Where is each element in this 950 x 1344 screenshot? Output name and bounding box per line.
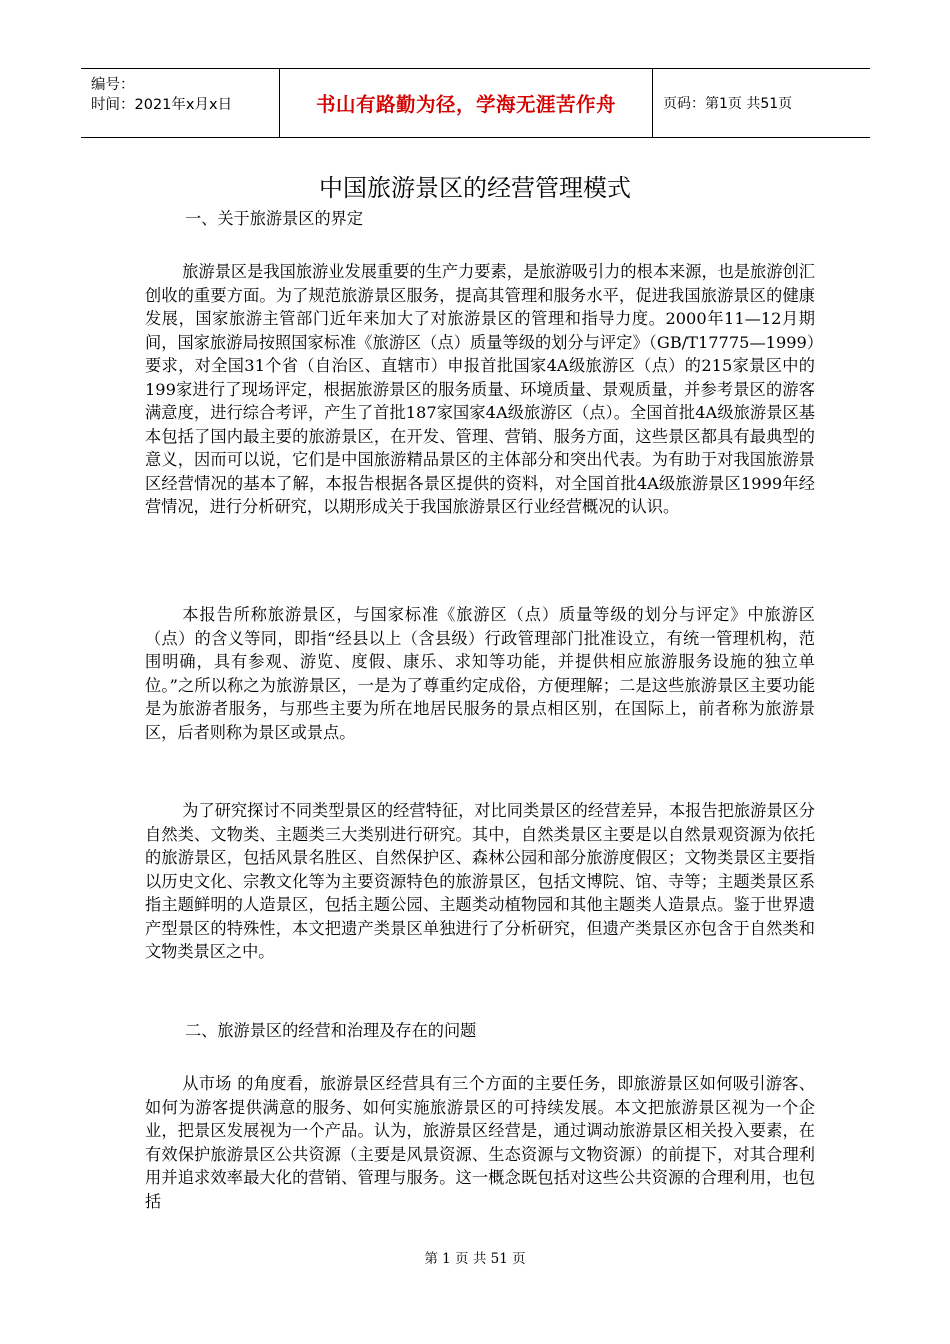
header-table [81,68,870,138]
document-time-label: 时间：2021年x月x日 [91,97,233,113]
paragraph-3: 为了研究探讨不同类型景区的经营特征，对比同类景区的经营差异，本报告把旅游景区分自然类、文物类、主题类三大类别进行研究。其中，自然类景区主要是以自然景观资源为依托的旅游景区，包括风景名胜区、自然保护区、森林公园和部分旅游度假区；文物类景区主要指以历史文化、宗教文化等为主要资源特色的旅游景区，包括文博院、馆、寺等；主题类景区系指主题鲜明的人造景区，包括主题公园、主题类动植物园和其他主题类人造景点。鉴于世界遗产型景区的特殊性，本文把遗产类景区单独进行了分析研究，但遗产类景区亦包含于自然类和文物类景区之中。 [145,801,815,961]
page-footer: 第 1 页 共 51 页 [424,1251,526,1267]
paragraph-4: 从市场 的角度看，旅游景区经营具有三个方面的主要任务，即旅游景区如何吸引游客、如何为游客提供满意的服务、如何实施旅游景区的可持续发展。本文把旅游景区视为一个企业，把景区发展视为一个产品。认为，旅游景区经营是，通过调动旅游景区相关投入要素，在有效保护旅游景区公共资源（主要是风景资源、生态资源与文物资源）的前提下，对其合理利用并追求效率最大化的营销、管理与服务。这一概念既包括对这些公共资源的合理利用，也包括 [145,1074,815,1211]
section-heading-2: 二、旅游景区的经营和治理及存在的问题 [185,1021,477,1040]
header-motto: 书山有路勤为径，学海无涯苦作舟 [280,69,653,137]
document-title: 中国旅游景区的经营管理模式 [319,174,631,202]
header-page-info: 页码：第1页 共51页 [663,96,793,112]
paragraph-2: 本报告所称旅游景区，与国家标准《旅游区（点）质量等级的划分与评定》中旅游区（点）的含义等同，即指“经县以上（含县级）行政管理部门批准设立，有统一管理机构，范围明确，具有参观、游览、度假、康乐、求知等功能，并提供相应旅游服务设施的独立单位。”之所以称之为旅游景区，一是为了尊重约定成俗，方便理解；二是这些旅游景区主要功能是为旅游者服务，与那些主要为所在地居民服务的景点相区别，在国际上，前者称为旅游景区，后者则称为景区或景点。 [145,605,815,742]
document-number-label: 编号： [91,77,135,93]
section-heading-1: 一、关于旅游景区的界定 [185,209,364,228]
paragraph-1: 旅游景区是我国旅游业发展重要的生产力要素，是旅游吸引力的根本来源，也是旅游创汇创收的重要方面。为了规范旅游景区服务，提高其管理和服务水平，促进我国旅游景区的健康发展，国家旅游主管部门近年来加大了对旅游景区的管理和指导力度。2000年11—12月期间，国家旅游局按照国家标准《旅游区（点）质量等级的划分与评定》（GB/T17775—1999）要求，对全国31个省（自治区、直辖市）申报首批国家4A级旅游区（点）的215家景区中的199家进行了现场评定，根据旅游景区的服务质量、环境质量、景观质量，并参考景区的游客满意度，进行综合考评，产生了首批187家国家4A级旅游区（点）。全国首批4A级旅游景区基本包括了国内最主要的旅游景区，在开发、管理、营销、服务方面，这些景区都具有最典型的意义，因而可以说，它们是中国旅游精品景区的主体部分和突出代表。为有助于对我国旅游景区经营情况的基本了解，本报告根据各景区提供的资料，对全国首批4A级旅游景区1999年经营情况，进行分析研究，以期形成关于我国旅游景区行业经营概况的认识。 [145,262,815,516]
header-meta [81,69,280,137]
